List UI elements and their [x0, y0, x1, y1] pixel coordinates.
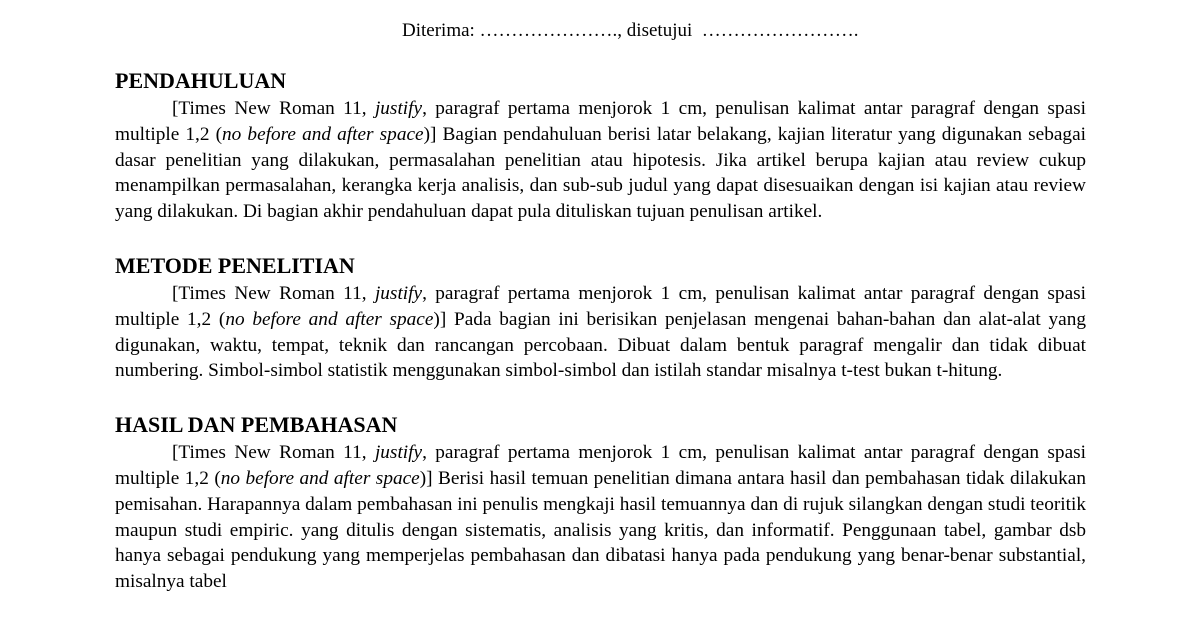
paragraph-text: [Times New Roman 11,	[172, 282, 375, 304]
document-body	[115, 66, 1086, 621]
section-metode-penelitian	[115, 251, 1086, 384]
paragraph-text: , paragraf pertama menjorok 1 cm, penulisan kalimat antar paragraf dengan spasi multiple 1,2 (	[115, 282, 1086, 330]
section-paragraph	[115, 281, 1086, 384]
section-hasil-dan-pembahasan	[115, 410, 1086, 595]
paragraph-text: , paragraf pertama menjorok 1 cm, penulisan kalimat antar paragraf dengan spasi multiple 1,2 (	[115, 442, 1086, 489]
section-heading: METODE PENELITIAN	[115, 252, 355, 278]
paragraph-text: , paragraf pertama menjorok 1 cm, penulisan kalimat antar paragraf dengan spasi multiple 1,2 (	[115, 98, 1086, 145]
paragraph-text: [Times New Roman 11,	[172, 98, 375, 119]
section-heading: HASIL DAN PEMBAHASAN	[115, 412, 398, 438]
paragraph-italic-text: justify	[374, 98, 423, 119]
paragraph-text: )] Berisi hasil temuan penelitian dimana antara hasil dan pembahasan tidak dilakukan pemisahan. Harapannya dalam pembahasan ini penulis mengkaji hasil temuannya dan di rujuk silangkan dengan studi teoritik maupun studi empiric. yang ditulis dengan sistematis, analisis yang kritis, dan informatif. Penggunaan tabel, gambar dsb hanya sebagai pendukung yang memperjelas pembahasan dan dibatasi hanya pada pendukung yang benar-benar substantial, misalnya tabel	[115, 467, 1087, 593]
paragraph-italic-text: no before and after space	[225, 308, 434, 330]
paragraph-italic-text: no before and after space	[222, 123, 424, 145]
section-paragraph	[115, 440, 1086, 595]
paragraph-text: )] Pada bagian ini berisikan penjelasan mengenai bahan-bahan dan alat-alat yang digunakan, waktu, tempat, teknik dan rancangan percobaan. Dibuat dalam bentuk paragraf mengalir dan tidak dibuat numbering. Simbol-simbol statistik menggunakan simbol-simbol dan istilah standar misalnya t-test bukan t-hitung.	[115, 308, 1086, 382]
section-paragraph	[115, 96, 1086, 225]
paragraph-italic-text: no before and after space	[220, 467, 420, 489]
section-heading: PENDAHULUAN	[115, 68, 287, 93]
section-pendahuluan	[115, 66, 1086, 225]
paragraph-text: )] Bagian pendahuluan berisi latar belakang, kajian literatur yang digunakan sebagai dasar penelitian yang dilakukan, permasalahan penelitian atau hipotesis. Jika artikel berupa kajian atau review cukup menampilkan permasalahan, kerangka kerja analisis, dan sub-sub judul yang dapat disesuaikan dengan isi kajian atau review yang dilakukan. Di bagian akhir pendahuluan dapat pula dituliskan tujuan penulisan artikel.	[115, 123, 1086, 223]
paragraph-italic-text: justify	[374, 442, 423, 464]
paragraph-italic-text: justify	[374, 282, 423, 304]
received-approved-line: Diterima: …………………., disetujui …………………….	[402, 20, 859, 41]
paragraph-text: [Times New Roman 11,	[172, 442, 375, 464]
